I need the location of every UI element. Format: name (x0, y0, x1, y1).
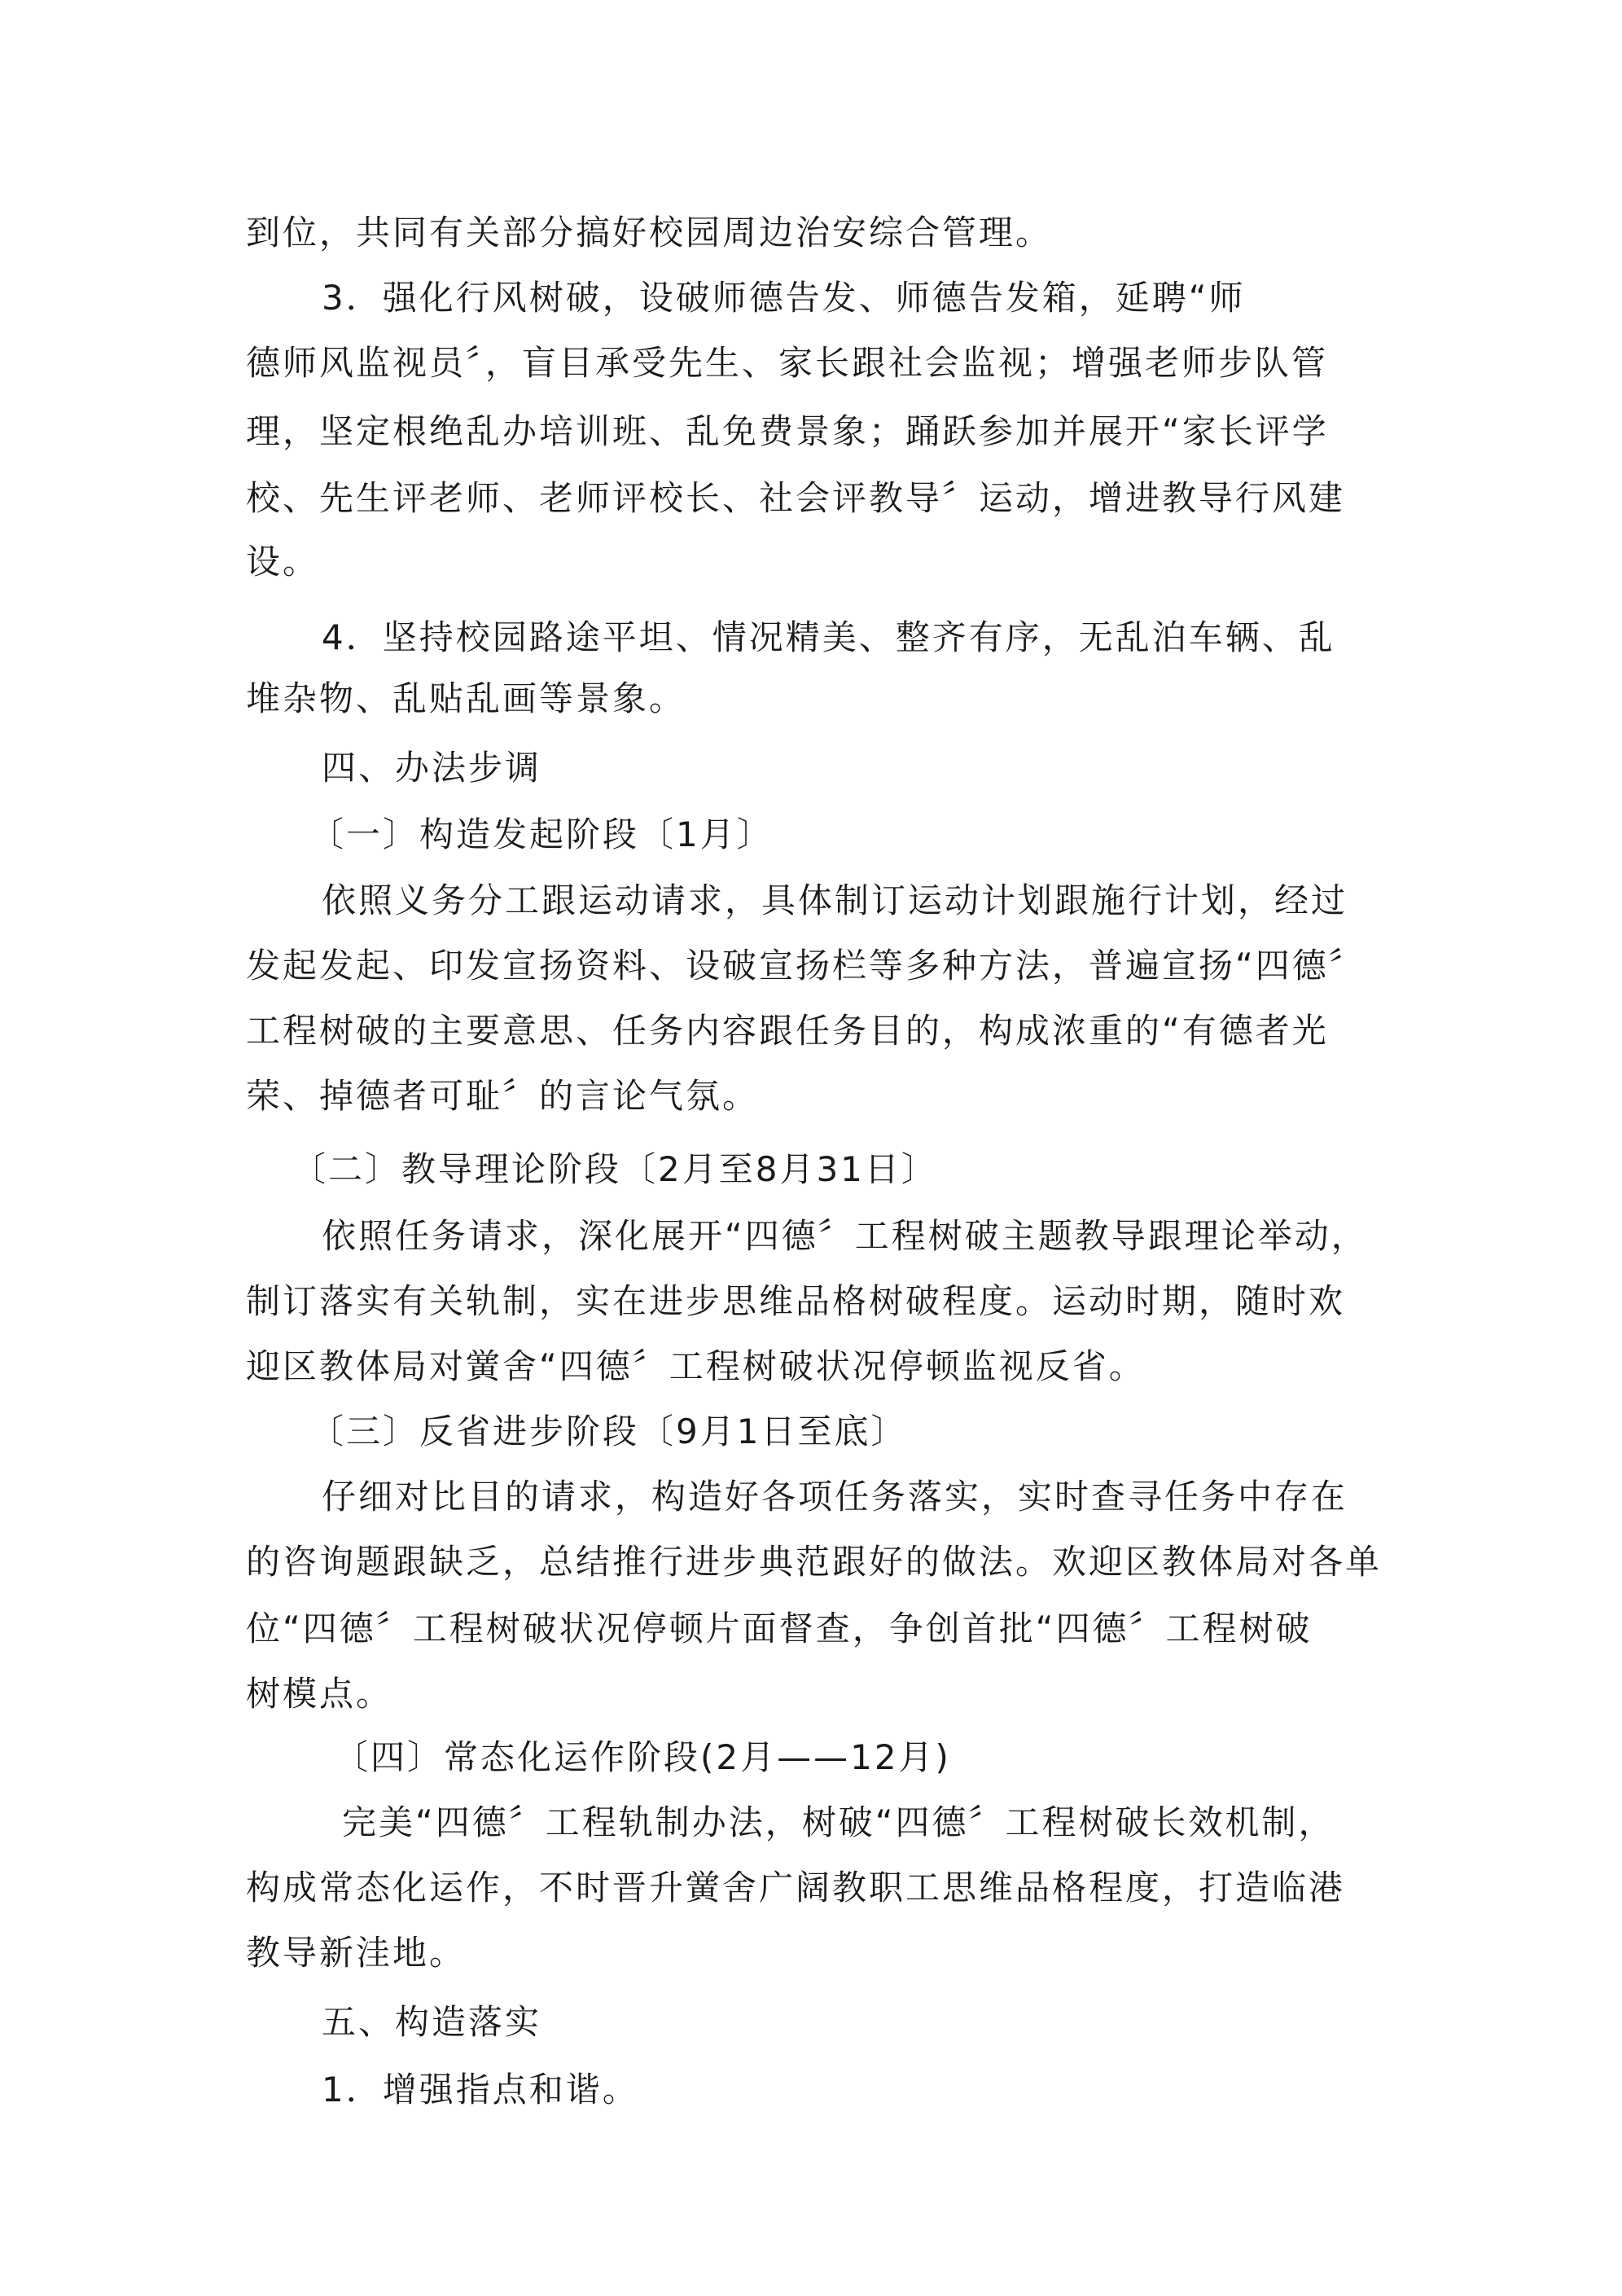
subsection-heading: 〔一〕构造发起阶段〔1月〕 (309, 814, 774, 854)
text-line: 仔细对比目的请求，构造好各项任务落实，实时查寻任务中存在 (322, 1477, 1348, 1517)
section-heading: 五、构造落实 (322, 2002, 542, 2042)
text-line: 工程树破的主要意思、任务内容跟任务目的，构成浓重的“有德者光 (246, 1011, 1329, 1051)
text-line: 树模点。 (246, 1674, 393, 1714)
text-line: 堆杂物、乱贴乱画等景象。 (246, 678, 686, 718)
text-line: 的咨询题跟缺乏，总结推行进步典范跟好的做法。欢迎区教体局对各单 (246, 1542, 1383, 1582)
text-line: 构成常态化运作，不时晋升黉舍广阔教职工思维品格程度，打造临港 (246, 1868, 1346, 1907)
text-line: 依照义务分工跟运动请求，具体制订运动计划跟施行计划，经过 (322, 880, 1348, 920)
subsection-heading: 〔四〕常态化运作阶段(2月——12月) (334, 1737, 951, 1777)
text-line: 完美“四德〞工程轨制办法，树破“四德〞工程树破长效机制， (342, 1802, 1335, 1842)
text-line: 设。 (246, 542, 320, 582)
text-line: 校、先生评老师、老师评校长、社会评教导〞运动，增进教导行风建 (246, 478, 1346, 518)
text-line: 荣、掉德者可耻〞的言论气氛。 (246, 1076, 760, 1116)
text-line: 迎区教体局对黉舍“四德〞工程树破状况停顿监视反省。 (246, 1346, 1146, 1386)
text-line: 依照任务请求，深化展开“四德〞工程树破主题教导跟理论举动， (322, 1216, 1368, 1256)
subsection-heading: 〔三〕反省进步阶段〔9月1日至底〕 (309, 1411, 908, 1451)
text-line: 4．坚持校园路途平坦、情况精美、整齐有序，无乱泊车辆、乱 (322, 617, 1335, 657)
text-line: 到位，共同有关部分搞好校园周边治安综合管理。 (246, 213, 1053, 252)
text-line: 德师风监视员〞，盲目承受先生、家长跟社会监视；增强老师步队管 (246, 343, 1329, 383)
text-line: 发起发起、印发宣扬资料、设破宣扬栏等多种方法，普遍宣扬“四德〞 (246, 946, 1366, 986)
text-line: 理，坚定根绝乱办培训班、乱免费景象；踊跃参加并展开“家长评学 (246, 411, 1329, 451)
text-line: 位“四德〞工程树破状况停顿片面督查，争创首批“四德〞工程树破 (246, 1609, 1313, 1648)
text-line: 制订落实有关轨制，实在进步思维品格树破程度。运动时期，随时欢 (246, 1281, 1346, 1321)
text-line: 3．强化行风树破，设破师德告发、师德告发箱，延聘“师 (322, 278, 1246, 318)
text-line: 1．增强指点和谐。 (322, 2070, 639, 2109)
text-line: 教导新洼地。 (246, 1933, 467, 1973)
section-heading: 四、办法步调 (322, 748, 542, 788)
subsection-heading: 〔二〕教导理论阶段〔2月至8月31日〕 (292, 1149, 938, 1189)
